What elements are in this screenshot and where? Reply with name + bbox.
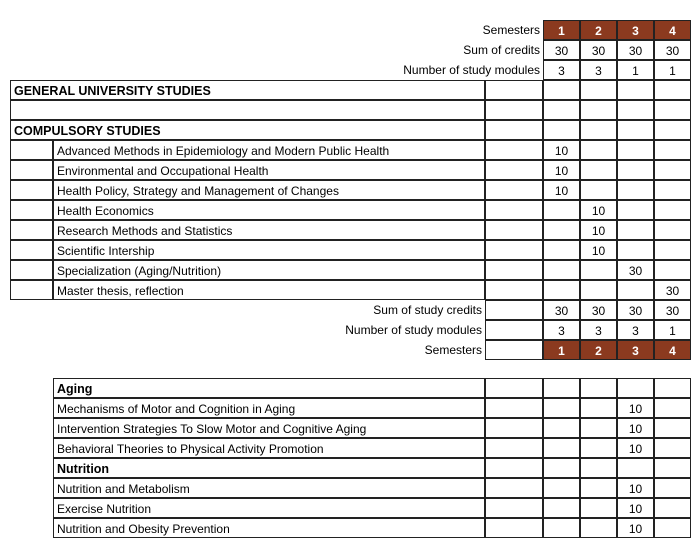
course-row bbox=[0, 180, 700, 200]
semester-3-header: 3 bbox=[617, 20, 654, 40]
empty-cell bbox=[543, 398, 580, 418]
empty-cell bbox=[485, 378, 543, 398]
summary-semesters-sem-2: 2 bbox=[580, 340, 617, 360]
course-credit-sem-3 bbox=[617, 160, 654, 180]
summary-semesters-sem-3: 3 bbox=[617, 340, 654, 360]
semester-2-header: 2 bbox=[580, 20, 617, 40]
credits-sem-1: 30 bbox=[543, 40, 580, 60]
course-credit-sem-3 bbox=[617, 200, 654, 220]
empty-cell bbox=[485, 180, 543, 200]
spec-title-aging: Aging bbox=[53, 378, 485, 398]
empty-row bbox=[0, 100, 700, 120]
empty-cell bbox=[485, 398, 543, 418]
empty-cell bbox=[654, 498, 691, 518]
empty-cell bbox=[654, 458, 691, 478]
empty-cell bbox=[617, 100, 654, 120]
empty-cell bbox=[580, 418, 617, 438]
summary-modules-sem-4: 1 bbox=[654, 320, 691, 340]
course-row bbox=[0, 200, 700, 220]
empty-cell bbox=[485, 458, 543, 478]
course-credit-sem-1 bbox=[543, 200, 580, 220]
empty-cell bbox=[580, 378, 617, 398]
spec-credit-sem-3: 10 bbox=[617, 518, 654, 538]
semesters-label: Semesters bbox=[482, 23, 540, 37]
empty-cell bbox=[10, 100, 485, 120]
empty-cell bbox=[580, 458, 617, 478]
empty-cell bbox=[654, 418, 691, 438]
empty-cell bbox=[485, 120, 543, 140]
empty-cell bbox=[580, 438, 617, 458]
empty-cell bbox=[654, 478, 691, 498]
credits-label: Sum of credits bbox=[463, 43, 540, 57]
empty-cell bbox=[580, 498, 617, 518]
empty-cell bbox=[580, 518, 617, 538]
course-credit-sem-1 bbox=[543, 220, 580, 240]
spec-course-row bbox=[0, 438, 700, 458]
empty-cell bbox=[485, 320, 543, 340]
course-name: Health Economics bbox=[53, 200, 485, 220]
spec-course-row bbox=[0, 518, 700, 538]
course-credit-sem-3 bbox=[617, 140, 654, 160]
course-credit-sem-2 bbox=[580, 180, 617, 200]
empty-cell bbox=[543, 378, 580, 398]
modules-sem-3: 1 bbox=[617, 60, 654, 80]
summary-modules-label: Number of study modules bbox=[345, 323, 482, 337]
course-credit-sem-3 bbox=[617, 240, 654, 260]
credits-sem-3: 30 bbox=[617, 40, 654, 60]
course-credit-sem-3: 30 bbox=[617, 260, 654, 280]
course-name: Scientific Intership bbox=[53, 240, 485, 260]
course-credit-sem-1 bbox=[543, 260, 580, 280]
course-credit-sem-4 bbox=[654, 140, 691, 160]
indent-cell bbox=[10, 200, 53, 220]
course-credit-sem-2 bbox=[580, 140, 617, 160]
modules-sem-2: 3 bbox=[580, 60, 617, 80]
empty-cell bbox=[654, 378, 691, 398]
spec-course-row bbox=[0, 478, 700, 498]
empty-cell bbox=[654, 80, 691, 100]
header-credits-row bbox=[0, 40, 700, 60]
spec-credit-sem-3: 10 bbox=[617, 418, 654, 438]
course-row bbox=[0, 160, 700, 180]
empty-cell bbox=[543, 418, 580, 438]
empty-cell bbox=[485, 478, 543, 498]
summary-credits-sem-3: 30 bbox=[617, 300, 654, 320]
summary-semesters-row bbox=[0, 340, 700, 360]
empty-cell bbox=[580, 80, 617, 100]
course-name: Environmental and Occupational Health bbox=[53, 160, 485, 180]
course-credit-sem-1 bbox=[543, 280, 580, 300]
course-credit-sem-2: 10 bbox=[580, 220, 617, 240]
spec-credit-sem-3: 10 bbox=[617, 398, 654, 418]
summary-modules-sem-2: 3 bbox=[580, 320, 617, 340]
course-credit-sem-1: 10 bbox=[543, 180, 580, 200]
empty-cell bbox=[654, 398, 691, 418]
empty-cell bbox=[654, 120, 691, 140]
header-semesters-row bbox=[0, 20, 700, 40]
empty-cell bbox=[485, 160, 543, 180]
empty-cell bbox=[543, 498, 580, 518]
summary-credits-label: Sum of study credits bbox=[373, 303, 482, 317]
course-credit-sem-4 bbox=[654, 240, 691, 260]
section-row bbox=[0, 120, 700, 140]
course-credit-sem-4: 30 bbox=[654, 280, 691, 300]
spec-course-name: Mechanisms of Motor and Cognition in Aging bbox=[53, 398, 485, 418]
spec-credit-sem-3: 10 bbox=[617, 498, 654, 518]
course-credit-sem-4 bbox=[654, 160, 691, 180]
empty-cell bbox=[617, 378, 654, 398]
course-credit-sem-2 bbox=[580, 280, 617, 300]
spec-course-row bbox=[0, 498, 700, 518]
spec-course-name: Intervention Strategies To Slow Motor and Cognitive Aging bbox=[53, 418, 485, 438]
course-name: Master thesis, reflection bbox=[53, 280, 485, 300]
indent-cell bbox=[10, 140, 53, 160]
empty-cell bbox=[485, 418, 543, 438]
empty-cell bbox=[654, 100, 691, 120]
summary-semesters-label: Semesters bbox=[424, 343, 482, 357]
spec-course-name: Exercise Nutrition bbox=[53, 498, 485, 518]
semester-4-header: 4 bbox=[654, 20, 691, 40]
empty-cell bbox=[485, 140, 543, 160]
indent-cell bbox=[10, 220, 53, 240]
course-credit-sem-3 bbox=[617, 280, 654, 300]
empty-cell bbox=[543, 478, 580, 498]
empty-cell bbox=[485, 80, 543, 100]
spec-course-name: Nutrition and Obesity Prevention bbox=[53, 518, 485, 538]
empty-cell bbox=[617, 120, 654, 140]
course-credit-sem-4 bbox=[654, 220, 691, 240]
course-credit-sem-2 bbox=[580, 260, 617, 280]
course-credit-sem-3 bbox=[617, 220, 654, 240]
modules-sem-1: 3 bbox=[543, 60, 580, 80]
empty-cell bbox=[485, 220, 543, 240]
empty-cell bbox=[485, 260, 543, 280]
course-name: Health Policy, Strategy and Management of Changes bbox=[53, 180, 485, 200]
course-row bbox=[0, 220, 700, 240]
summary-credits-sem-1: 30 bbox=[543, 300, 580, 320]
course-credit-sem-1: 10 bbox=[543, 140, 580, 160]
indent-cell bbox=[10, 240, 53, 260]
course-row bbox=[0, 240, 700, 260]
indent-cell bbox=[10, 160, 53, 180]
summary-modules-row bbox=[0, 320, 700, 340]
indent-cell bbox=[10, 280, 53, 300]
spec-credit-sem-3: 10 bbox=[617, 478, 654, 498]
empty-cell bbox=[580, 398, 617, 418]
semester-1-header: 1 bbox=[543, 20, 580, 40]
indent-cell bbox=[10, 260, 53, 280]
empty-cell bbox=[543, 518, 580, 538]
course-name: Research Methods and Statistics bbox=[53, 220, 485, 240]
spec-course-name: Behavioral Theories to Physical Activity Promotion bbox=[53, 438, 485, 458]
empty-cell bbox=[485, 518, 543, 538]
summary-credits-sem-4: 30 bbox=[654, 300, 691, 320]
course-credit-sem-4 bbox=[654, 200, 691, 220]
course-row bbox=[0, 280, 700, 300]
spec-course-name: Nutrition and Metabolism bbox=[53, 478, 485, 498]
course-credit-sem-2 bbox=[580, 160, 617, 180]
indent-cell bbox=[10, 180, 53, 200]
credits-sem-4: 30 bbox=[654, 40, 691, 60]
spec-title-row bbox=[0, 378, 700, 398]
summary-credits-row bbox=[0, 300, 700, 320]
course-row bbox=[0, 140, 700, 160]
course-credit-sem-2: 10 bbox=[580, 200, 617, 220]
empty-cell bbox=[485, 240, 543, 260]
empty-cell bbox=[580, 478, 617, 498]
course-credit-sem-4 bbox=[654, 180, 691, 200]
course-credit-sem-4 bbox=[654, 260, 691, 280]
empty-cell bbox=[654, 518, 691, 538]
empty-cell bbox=[543, 80, 580, 100]
empty-cell bbox=[485, 340, 543, 360]
credits-sem-2: 30 bbox=[580, 40, 617, 60]
spec-course-row bbox=[0, 398, 700, 418]
course-credit-sem-1 bbox=[543, 240, 580, 260]
modules-sem-4: 1 bbox=[654, 60, 691, 80]
summary-semesters-sem-1: 1 bbox=[543, 340, 580, 360]
summary-modules-sem-1: 3 bbox=[543, 320, 580, 340]
empty-cell bbox=[617, 80, 654, 100]
course-credit-sem-2: 10 bbox=[580, 240, 617, 260]
course-name: Advanced Methods in Epidemiology and Modern Public Health bbox=[53, 140, 485, 160]
empty-cell bbox=[543, 458, 580, 478]
modules-label: Number of study modules bbox=[403, 63, 540, 77]
header-modules-row bbox=[0, 60, 700, 80]
empty-cell bbox=[485, 280, 543, 300]
empty-cell bbox=[543, 100, 580, 120]
summary-credits-sem-2: 30 bbox=[580, 300, 617, 320]
empty-cell bbox=[485, 100, 543, 120]
empty-cell bbox=[543, 120, 580, 140]
course-row bbox=[0, 260, 700, 280]
section-title-general: GENERAL UNIVERSITY STUDIES bbox=[10, 80, 485, 100]
summary-semesters-sem-4: 4 bbox=[654, 340, 691, 360]
section-title-compulsory: COMPULSORY STUDIES bbox=[10, 120, 485, 140]
empty-cell bbox=[617, 458, 654, 478]
empty-cell bbox=[485, 438, 543, 458]
empty-cell bbox=[543, 438, 580, 458]
empty-cell bbox=[580, 120, 617, 140]
course-name: Specialization (Aging/Nutrition) bbox=[53, 260, 485, 280]
empty-cell bbox=[485, 300, 543, 320]
course-credit-sem-1: 10 bbox=[543, 160, 580, 180]
section-row bbox=[0, 80, 700, 100]
empty-cell bbox=[485, 200, 543, 220]
empty-cell bbox=[485, 498, 543, 518]
spec-course-row bbox=[0, 418, 700, 438]
course-credit-sem-3 bbox=[617, 180, 654, 200]
spec-title-nutrition: Nutrition bbox=[53, 458, 485, 478]
spec-title-row bbox=[0, 458, 700, 478]
spec-credit-sem-3: 10 bbox=[617, 438, 654, 458]
empty-cell bbox=[654, 438, 691, 458]
empty-cell bbox=[580, 100, 617, 120]
summary-modules-sem-3: 3 bbox=[617, 320, 654, 340]
